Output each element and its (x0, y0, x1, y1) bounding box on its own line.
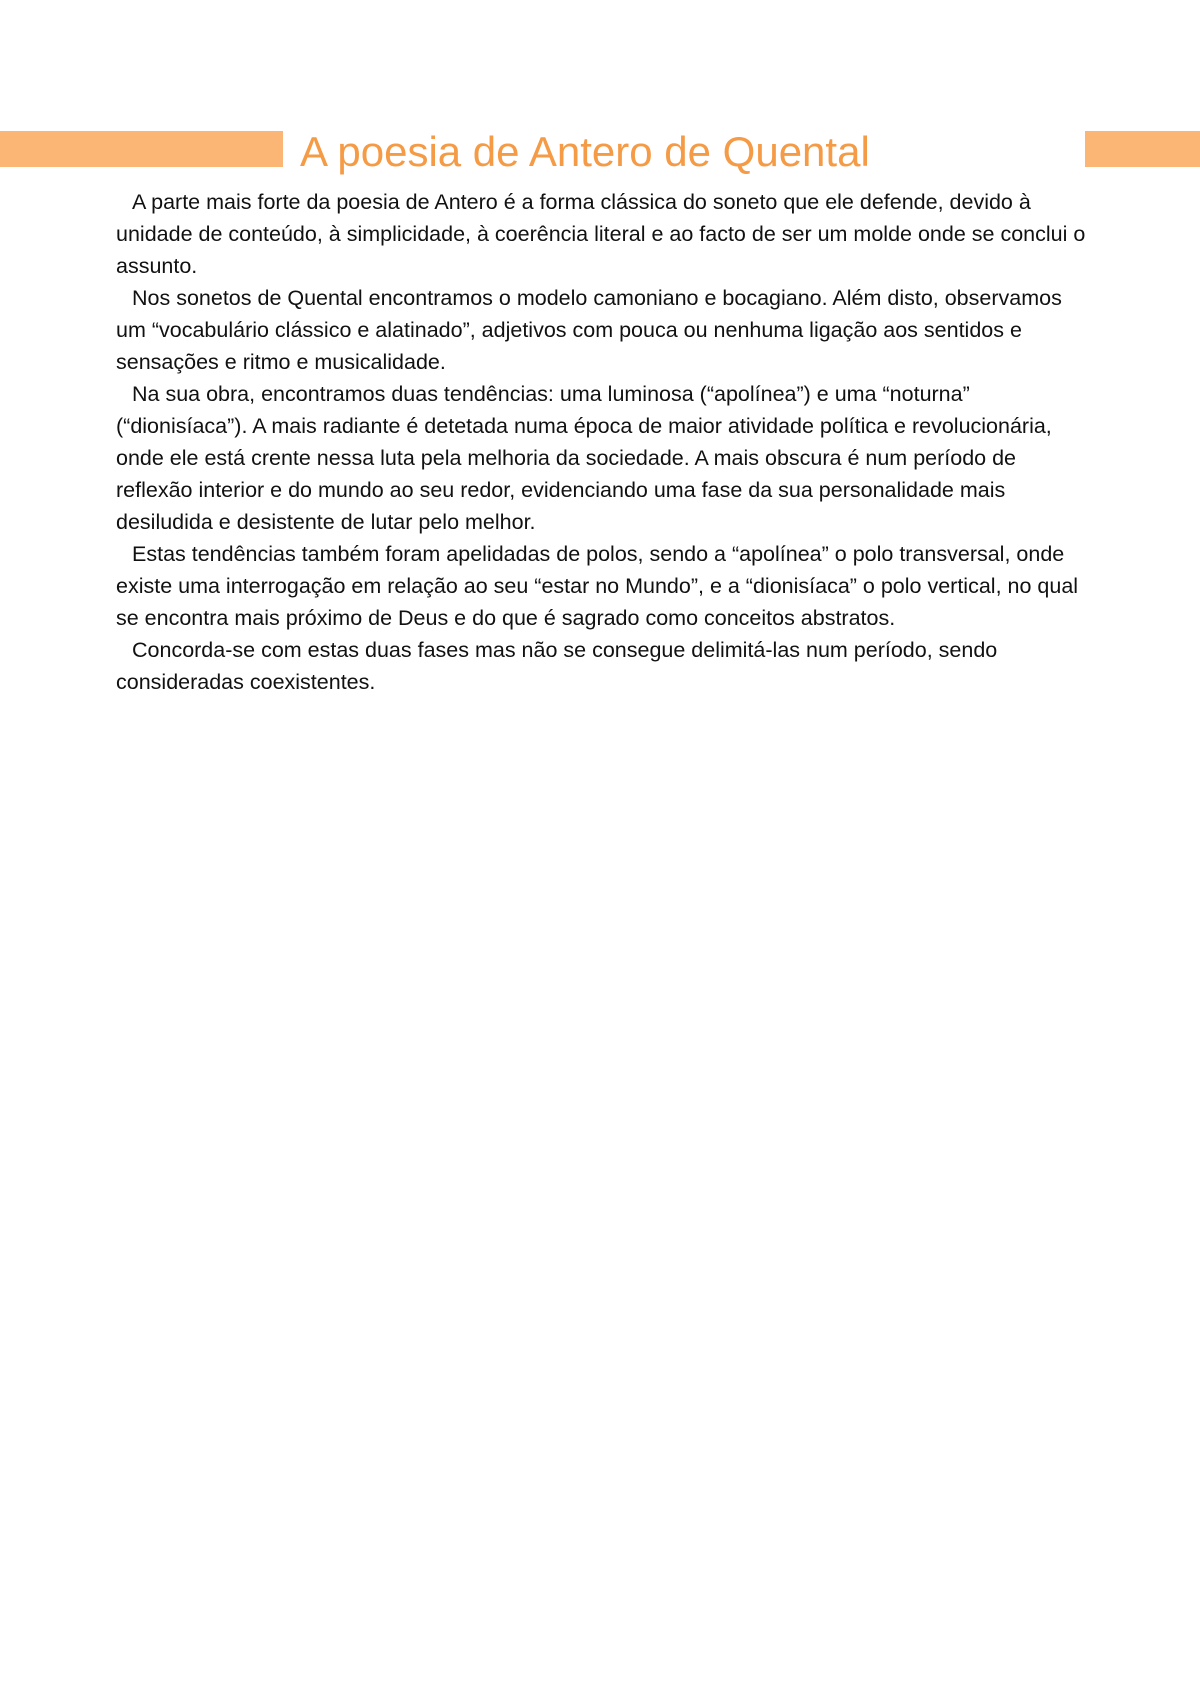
page-title: A poesia de Antero de Quental (300, 128, 870, 175)
paragraph-3: Na sua obra, encontramos duas tendências: uma luminosa (“apolínea”) e uma “noturna” (“dionisíaca”). A mais radiante é detetada numa época de maior atividade política e revolucionária, onde ele está crente nessa luta pela melhoria da sociedade. A mais obscura é num período de reflexão interior e do mundo ao seu redor, evidenciando uma fase da sua personalidade mais desiludida e desistente de lutar pelo melhor. (116, 382, 1052, 534)
title-accent-bar-left (0, 131, 283, 167)
paragraph-1: A parte mais forte da poesia de Antero é a forma clássica do soneto que ele defende, devido à unidade de conteúdo, à simplicidade, à coerência literal e ao facto de ser um molde onde se conclui o assunto. (116, 190, 1086, 278)
title-accent-bar-right (1085, 131, 1200, 167)
document-body (116, 186, 1096, 698)
paragraph-4: Estas tendências também foram apelidadas de polos, sendo a “apolínea” o polo transversal, onde existe uma interrogação em relação ao seu “estar no Mundo”, e a “dionisíaca” o polo vertical, no qual se encontra mais próximo de Deus e do que é sagrado como conceitos abstratos. (116, 542, 1079, 630)
paragraph-2: Nos sonetos de Quental encontramos o modelo camoniano e bocagiano. Além disto, observamos um “vocabulário clássico e alatinado”, adjetivos com pouca ou nenhuma ligação aos sentidos e sensações e ritmo e musicalidade. (116, 286, 1062, 374)
paragraph-5: Concorda-se com estas duas fases mas não se consegue delimitá-las num período, sendo consideradas coexistentes. (116, 638, 998, 694)
